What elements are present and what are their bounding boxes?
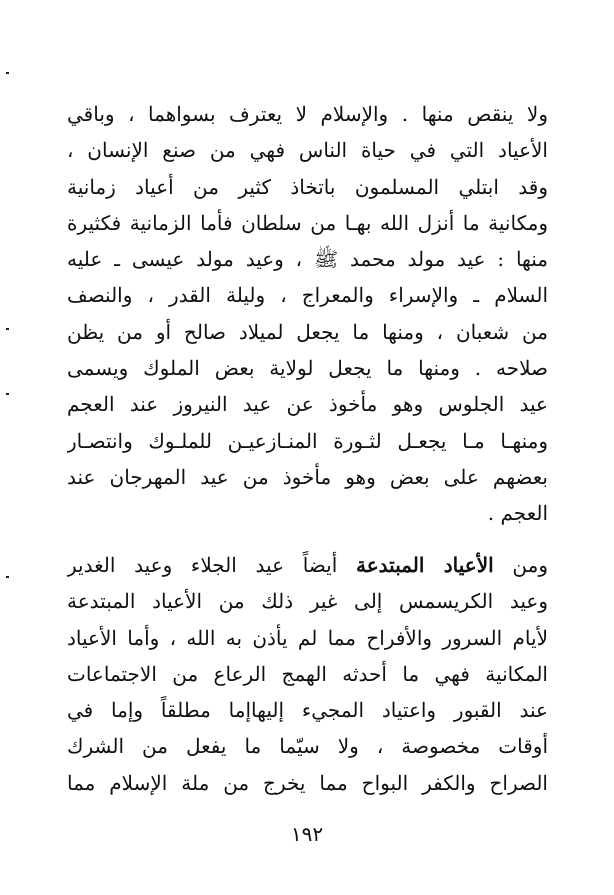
text-line: عيد الجلوس وهو مأخوذ عن عيد النيروز عند العجم xyxy=(67,392,548,417)
text-line: من شعبان ، ومنها ما يجعل لميلاد صالح أو من يظن xyxy=(67,319,548,344)
text-line: بعضهم على بعض وهو مأخوذ من عيد المهرجان عند xyxy=(67,464,548,489)
page-number: ١٩٢ xyxy=(290,822,324,846)
margin-mark xyxy=(6,393,9,395)
text-line: العجم . xyxy=(487,501,548,526)
text-line: وعيد الكريسمس إلى غير ذلك من الأعياد المبتدعة xyxy=(67,589,548,614)
text-line: ومنهـا مـا يجعـل لثـورة المنـازعيـن للملـوك وانتصـار xyxy=(67,428,548,453)
bold-phrase: الأعياد المبتدعة xyxy=(356,553,494,577)
line-rest: أيضاً عيد الجلاء وعيد الغدير xyxy=(67,553,338,577)
paragraph-2 xyxy=(67,547,548,801)
text-line: وقد ابتلي المسلمون باتخاذ كثير من أعياد زمانية xyxy=(67,174,548,199)
margin-mark xyxy=(6,576,9,578)
text-line: الأعياد التي في حياة الناس فهي من صنع الإنسان ، xyxy=(67,138,548,163)
text-line: صلاحه . ومنها ما يجعل لولاية بعض الملوك ويسمى xyxy=(67,356,548,381)
margin-mark xyxy=(6,328,9,330)
text-line: ومكانية ما أنزل الله بهـا من سلطان فأما الزمانية فكثيرة xyxy=(67,210,548,235)
text-line-first xyxy=(67,547,548,583)
text-line: منها : عيد مولد محمد ﷺ ، وعيد مولد عيسى ـ عليه xyxy=(67,247,548,272)
text-line: ولا ينقص منها . والإسلام لا يعترف بسواهما ، وباقي xyxy=(67,102,548,126)
text-line: الصراح والكفر البواح مما يخرج من ملة الإسلام مما xyxy=(67,770,548,795)
text-line: المكانية فهي ما أحدثه الهمج الرعاع من الاجتماعات xyxy=(67,661,548,686)
text-line: لأيام السرور والأفراح مما لم يأذن به الله ، وأما الأعياد xyxy=(67,625,548,650)
text-line: عند القبور واعتياد المجيء إليهاإما مطلقاً وإما في xyxy=(67,698,548,723)
line-start: ومن xyxy=(512,553,548,577)
margin-mark xyxy=(6,72,9,74)
text-line: أوقات مخصوصة ، ولا سيّما ما يفعل من الشرك xyxy=(67,734,548,759)
paragraph-1 xyxy=(67,96,548,532)
text-line: السلام ـ والإسراء والمعراج ، وليلة القدر ، والنصف xyxy=(67,283,548,308)
